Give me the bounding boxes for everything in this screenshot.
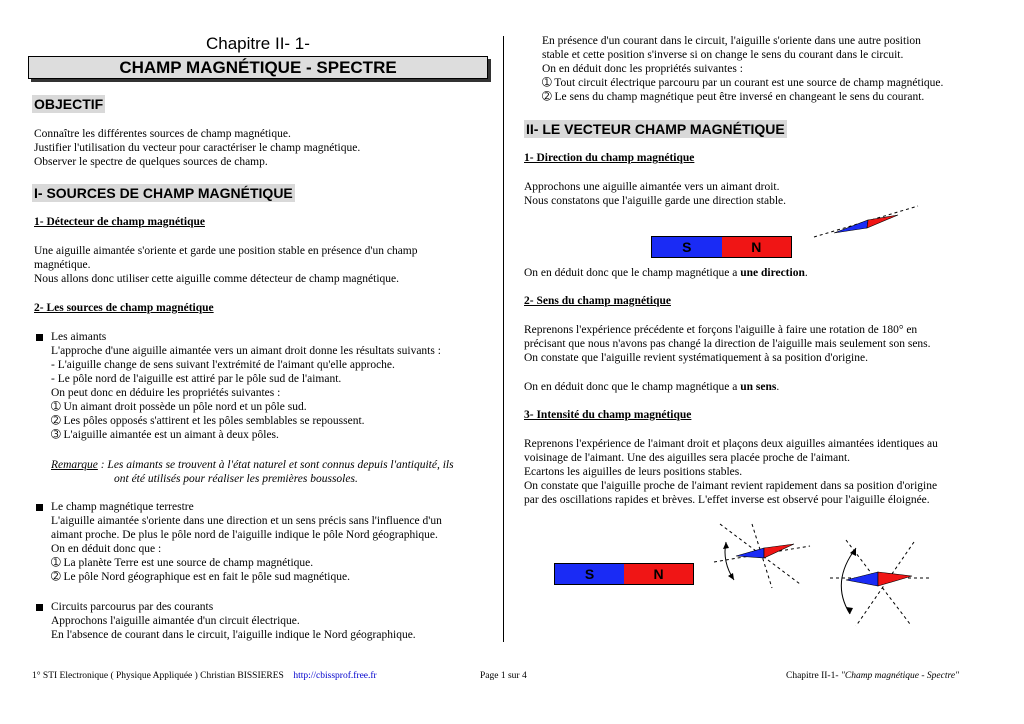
bullet-item: Circuits parcourus par des courants (36, 600, 213, 614)
sub-heading: 3- Intensité du champ magnétique (524, 409, 692, 421)
conclusion-line: On en déduit donc que le champ magnétique a un sens. (524, 381, 780, 393)
remark: Remarque : Les aimants se trouvent à l'état naturel et sont connus depuis l'antiquité, ils (51, 459, 454, 471)
text-line: ➁ Le sens du champ magnétique peut être inversé en changeant le sens du courant. (542, 91, 925, 103)
text-line: Reprenons l'expérience précédente et forçons l'aiguille à faire une rotation de 180° en (524, 324, 918, 336)
footer-page: Page 1 sur 4 (480, 671, 527, 681)
bullet-square-icon (36, 504, 43, 511)
sub-heading: 1- Direction du champ magnétique (524, 152, 695, 164)
bar-magnet (554, 563, 694, 585)
text-line: ➁ Les pôles opposés s'attirent et les pôles semblables se repoussent. (51, 415, 365, 427)
text-line: On peut donc en déduire les propriétés suivantes : (51, 387, 281, 399)
objectif-line: Observer le spectre de quelques sources de champ. (34, 156, 268, 168)
bullet-item: Les aimants (36, 330, 106, 344)
magnet-north-pole: N (722, 237, 792, 257)
magnet-north-pole: N (624, 564, 693, 584)
text-line: On constate que l'aiguille proche de l'aimant revient rapidement dans sa position d'origine (524, 480, 938, 492)
text-line: Nous constatons que l'aiguille garde une direction stable. (524, 195, 787, 207)
text-line: En l'absence de courant dans le circuit, l'aiguille indique le Nord géographique. (51, 629, 416, 641)
text-line: ➀ Un aimant droit possède un pôle nord et un pôle sud. (51, 401, 307, 413)
sub-heading: 2- Sens du champ magnétique (524, 295, 671, 307)
text-line: aimant proche. De plus le pôle nord de l'aiguille indique le pôle Nord géographique. (51, 529, 438, 541)
conclusion-line: On en déduit donc que le champ magnétique a une direction. (524, 267, 808, 279)
objectif-line: Justifier l'utilisation du vecteur pour caractériser le champ magnétique. (34, 142, 361, 154)
text-line: par des oscillations rapides et brèves. L'effet inverse est observé pour l'aiguille éloignée. (524, 494, 930, 506)
text-line: On en déduit donc les propriétés suivantes : (542, 63, 743, 75)
oscillating-needle-icon (712, 522, 812, 592)
sub-heading: 2- Les sources de champ magnétique (34, 302, 214, 314)
objectif-heading: OBJECTIF (34, 96, 104, 112)
sub-heading: 1- Détecteur de champ magnétique (34, 216, 205, 228)
text-line: - L'aiguille change de sens suivant l'extrémité de l'aimant qu'elle approche. (51, 359, 395, 371)
text-line: ➂ L'aiguille aimantée est un aimant à deux pôles. (51, 429, 279, 441)
text-line: magnétique. (34, 259, 91, 271)
chapter-label: Chapitre II- 1- (206, 34, 310, 53)
bullet-square-icon (36, 334, 43, 341)
magnet-south-pole: S (652, 237, 722, 257)
section2-heading: II- LE VECTEUR CHAMP MAGNÉTIQUE (526, 121, 785, 137)
text-line: ➀ Tout circuit électrique parcouru par un courant est une source de champ magnétique. (542, 77, 944, 89)
text-line: Reprenons l'expérience de l'aimant droit et plaçons deux aiguilles aimantées identiques au (524, 438, 938, 450)
footer-right: Chapitre II-1- "Champ magnétique - Spectre" (786, 671, 960, 681)
text-line: En présence d'un courant dans le circuit, l'aiguille s'oriente dans une autre position (542, 35, 921, 47)
text-line: précisant que nous n'avons pas changé la direction de l'aiguille mais seulement son sens. (524, 338, 931, 350)
bullet-item: Le champ magnétique terrestre (36, 500, 194, 514)
text-line: Nous allons donc utiliser cette aiguille comme détecteur de champ magnétique. (34, 273, 400, 285)
page-title: CHAMP MAGNÉTIQUE - SPECTRE (28, 56, 488, 79)
text-line: voisinage de l'aimant. Une des aiguilles sera placée proche de l'aimant. (524, 452, 851, 464)
column-divider (503, 36, 504, 642)
footer-link[interactable]: http://cbissprof.free.fr (293, 671, 377, 681)
text-line: ➀ La planète Terre est une source de champ magnétique. (51, 557, 314, 569)
far-needle-icon (826, 538, 936, 628)
bar-magnet (651, 236, 792, 258)
compass-needle-icon (812, 202, 922, 242)
text-line: On en déduit donc que : (51, 543, 162, 555)
text-line: ➁ Le pôle Nord géographique est en fait le pôle sud magnétique. (51, 571, 350, 583)
objectif-line: Connaître les différentes sources de champ magnétique. (34, 128, 291, 140)
footer-left: 1° STI Electronique ( Physique Appliquée ) Christian BISSIERES http://cbissprof.free.fr (32, 671, 377, 681)
text-line: On constate que l'aiguille revient systématiquement à sa position d'origine. (524, 352, 868, 364)
text-line: Une aiguille aimantée s'oriente et garde une position stable en présence d'un champ (34, 245, 418, 257)
section1-heading: I- SOURCES DE CHAMP MAGNÉTIQUE (34, 185, 293, 201)
text-line: - Le pôle nord de l'aiguille est attiré par le pôle sud de l'aimant. (51, 373, 342, 385)
text-line: L'approche d'une aiguille aimantée vers un aimant droit donne les résultats suivants : (51, 345, 441, 357)
remark-line: ont été utilisés pour réaliser les premières boussoles. (114, 473, 358, 485)
bullet-square-icon (36, 604, 43, 611)
text-line: Approchons l'aiguille aimantée d'un circuit électrique. (51, 615, 300, 627)
magnet-south-pole: S (555, 564, 624, 584)
text-line: stable et cette position s'inverse si on change le sens du courant dans le circuit. (542, 49, 904, 61)
text-line: L'aiguille aimantée s'oriente dans une direction et un sens précis sans l'influence d'un (51, 515, 442, 527)
text-line: Ecartons les aiguilles de leurs positions stables. (524, 466, 743, 478)
text-line: Approchons une aiguille aimantée vers un aimant droit. (524, 181, 780, 193)
